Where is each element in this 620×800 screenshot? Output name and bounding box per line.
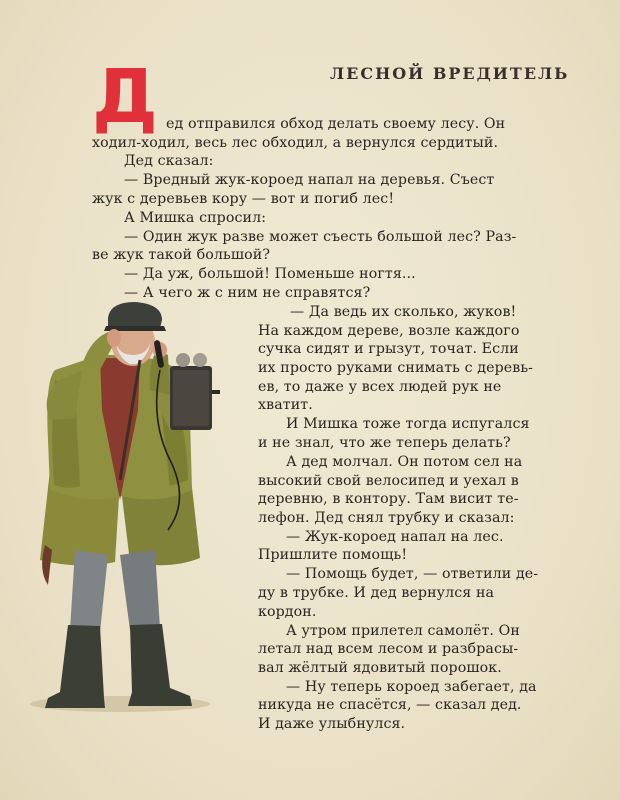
text-line: ве жук такой большой? — [92, 247, 271, 263]
text-line: И даже улыбнулся. — [258, 716, 406, 732]
drop-cap: Д — [92, 54, 158, 140]
text-line: — Ну теперь короед забегает, да — [286, 679, 537, 695]
text-line: вал жёлтый ядовитый порошок. — [258, 660, 502, 676]
text-line: — Помощь будет, — ответили де- — [286, 566, 539, 582]
text-line: А дед молчал. Он потом сел на — [286, 454, 523, 470]
text-line: хватит. — [258, 397, 313, 413]
text-line: сучка сидят и грызут, точат. Если — [258, 341, 519, 357]
text-line: их просто руками снимать с деревь- — [258, 360, 534, 376]
text-line: Пришлите помощь! — [258, 547, 408, 563]
text-line: никуда не спасётся, — сказал дед. — [258, 697, 522, 713]
text-line: и не знал, что же теперь делать? — [258, 435, 511, 451]
text-line: ед отправился обход делать своему лесу. Он — [166, 116, 506, 132]
text-line: А Мишка спросил: — [124, 210, 267, 226]
text-line: высокий свой велосипед и уехал в — [258, 473, 519, 489]
text-line: ев, то даже у всех людей рук не — [258, 379, 502, 395]
text-line: — Жук-короед напал на лес. — [286, 529, 504, 545]
text-line: деревню, в контору. Там висит те- — [258, 491, 519, 507]
text-line: На каждом дереве, возле каждого — [258, 323, 520, 339]
text-line: ду в трубке. И дед вернулся на — [258, 585, 495, 601]
text-line: А утром прилетел самолёт. Он — [286, 623, 520, 639]
text-line: Дед сказал: — [124, 153, 214, 169]
page-title: ЛЕСНОЙ ВРЕДИТЕЛЬ — [330, 64, 570, 83]
text-line: летал над всем лесом и разбрасы- — [258, 641, 519, 657]
text-line: лефон. Дед снял трубку и сказал: — [258, 510, 515, 526]
text-line: И Мишка тоже тогда испугался — [286, 416, 530, 432]
text-line: — Да ведь их сколько, жуков! — [290, 304, 517, 320]
text-line: кордон. — [258, 604, 317, 620]
text-line: — Да уж, большой! Поменьше ногтя... — [124, 266, 416, 282]
text-line: жук с деревьев кору — вот и погиб лес! — [92, 191, 395, 207]
text-line: ходил-ходил, весь лес обходил, а вернулся сердитый. — [92, 135, 499, 151]
text-line: — А чего ж с ним не справятся? — [124, 285, 371, 301]
text-line: — Вредный жук-короед напал на деревья. Съест — [124, 172, 495, 188]
forester-illustration — [20, 300, 245, 730]
text-line: — Один жук разве может съесть большой лес? Раз- — [124, 229, 517, 245]
